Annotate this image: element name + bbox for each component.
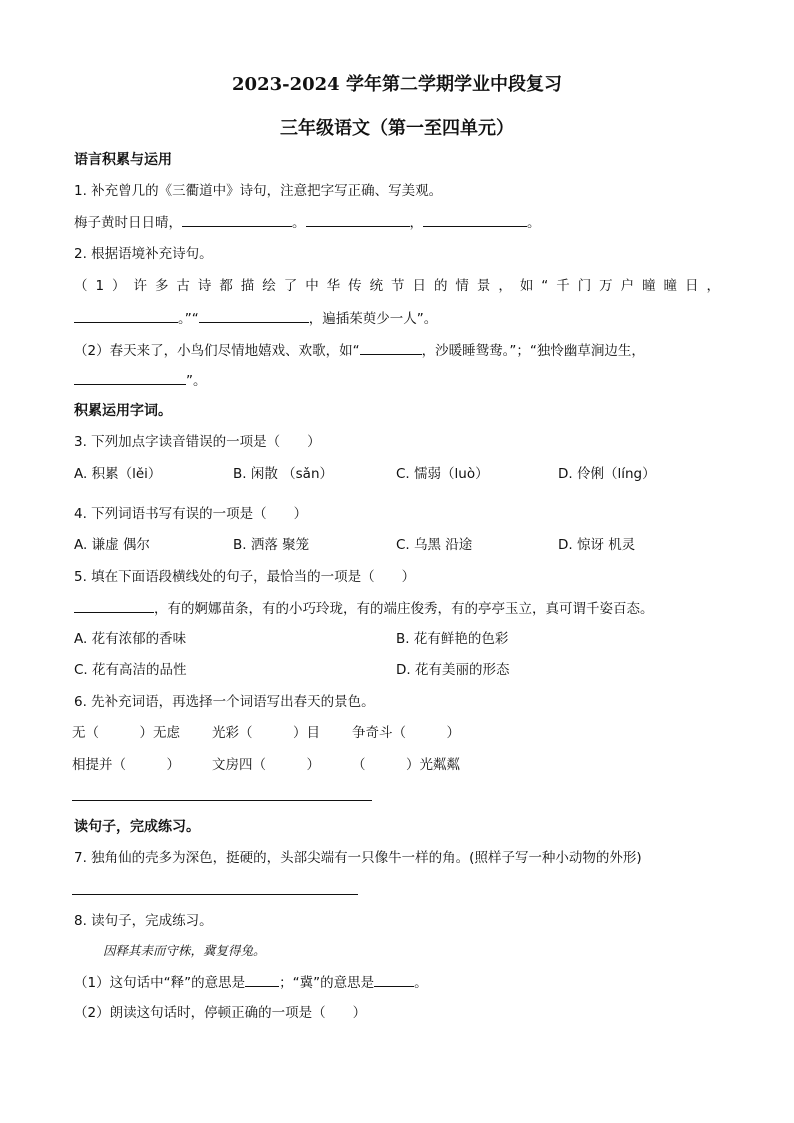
question-3-option-b[interactable]: B. 闲散 （sǎn）: [233, 466, 333, 482]
answer-writing-line[interactable]: [72, 800, 372, 801]
answer-blank[interactable]: [374, 972, 414, 987]
question-4-option-b[interactable]: B. 洒落 聚笼: [233, 537, 310, 553]
answer-blank[interactable]: [74, 370, 186, 385]
answer-blank[interactable]: [199, 308, 309, 323]
answer-blank[interactable]: [74, 598, 154, 613]
question-5-passage: [74, 598, 654, 619]
question-3-option-c[interactable]: C. 懦弱（luò）: [396, 466, 489, 482]
quote-text: （2）春天来了，小鸟们尽情地嬉戏、欢歌，如“: [74, 343, 360, 359]
quote-text: ”。: [186, 373, 207, 389]
section-heading-words: 积累运用字词。: [74, 403, 172, 419]
question-7: 7. 独角仙的壳多为深色，挺硬的，头部尖端有一只像牛一样的角。(照样子写一种小动物的外形): [74, 850, 642, 866]
question-2-1-fill-line: [74, 308, 437, 329]
question-2-2-fill-line: [74, 370, 207, 391]
question-text: （1）这句话中“释”的意思是: [74, 975, 246, 991]
question-4: 4. 下列词语书写有误的一项是（ ）: [74, 506, 308, 522]
quote-text: 。”“: [178, 311, 199, 327]
poem-line-start: 梅子黄时日日晴，: [74, 215, 182, 231]
question-text: ；“冀”的意思是: [279, 975, 375, 991]
question-2-2-text: [74, 340, 645, 361]
question-4-option-d[interactable]: D. 惊讶 机灵: [558, 537, 636, 553]
exam-subtitle: 三年级语文（第一至四单元）: [280, 118, 514, 139]
question-1: 1. 补充曾几的《三衢道中》诗句，注意把字写正确、写美观。: [74, 183, 443, 199]
question-4-option-c[interactable]: C. 乌黑 沿途: [396, 537, 473, 553]
question-2: 2. 根据语境补充诗句。: [74, 246, 213, 262]
section-heading-language: 语言积累与运用: [74, 152, 172, 168]
question-5-option-a[interactable]: A. 花有浓郁的香味: [74, 631, 187, 647]
section-heading-reading: 读句子，完成练习。: [74, 819, 200, 835]
idiom-fill-6[interactable]: （ ）光粼粼: [352, 757, 460, 773]
question-5-option-d[interactable]: D. 花有美丽的形态: [396, 662, 510, 678]
question-2-1-text: （1）许多古诗都描绘了中华传统节日的情景，如“千门万户曈曈日，: [74, 278, 720, 294]
quote-text: ，沙暖睡鸳鸯。”；“独怜幽草涧边生，: [421, 343, 645, 359]
question-6: 6. 先补充词语，再选择一个词语写出春天的景色。: [74, 694, 375, 710]
punctuation: ，: [409, 215, 423, 231]
answer-blank[interactable]: [74, 308, 178, 323]
classical-quote: 因释其耒而守株，冀复得兔。: [103, 943, 266, 958]
question-4-option-a[interactable]: A. 谦虚 偶尔: [74, 537, 150, 553]
quote-text: ，遍插茱萸少一人”。: [308, 311, 438, 327]
answer-blank[interactable]: [360, 340, 422, 355]
idiom-fill-1[interactable]: 无（ ）无虑: [72, 725, 180, 741]
question-3-option-a[interactable]: A. 积累（lěi）: [74, 466, 162, 482]
question-8-2: （2）朗读这句话时，停顿正确的一项是（ ）: [74, 1005, 367, 1021]
question-8-1: [74, 972, 428, 993]
punctuation: 。: [292, 215, 306, 231]
question-5-option-c[interactable]: C. 花有高洁的品性: [74, 662, 187, 678]
question-5: 5. 填在下面语段横线处的句子，最恰当的一项是（ ）: [74, 569, 416, 585]
answer-blank[interactable]: [182, 212, 292, 227]
question-8: 8. 读句子，完成练习。: [74, 913, 213, 929]
answer-writing-line[interactable]: [72, 894, 358, 895]
question-3-option-d[interactable]: D. 伶俐（líng）: [558, 466, 656, 482]
punctuation: 。: [527, 215, 541, 231]
exam-title: 2023-2024 学年第二学期学业中段复习: [232, 74, 562, 95]
idiom-fill-2[interactable]: 光彩（ ）目: [212, 725, 320, 741]
idiom-fill-4[interactable]: 相提并（ ）: [72, 757, 180, 773]
idiom-fill-3[interactable]: 争奇斗（ ）: [352, 725, 460, 741]
answer-blank[interactable]: [423, 212, 527, 227]
question-5-option-b[interactable]: B. 花有鲜艳的色彩: [396, 631, 509, 647]
answer-blank[interactable]: [306, 212, 410, 227]
answer-blank[interactable]: [245, 972, 279, 987]
question-1-fill-line: [74, 212, 541, 233]
question-3: 3. 下列加点字读音错误的一项是（ ）: [74, 434, 321, 450]
passage-text: ，有的婀娜苗条，有的小巧玲珑，有的端庄俊秀，有的亭亭玉立，真可谓千姿百态。: [154, 601, 654, 617]
idiom-fill-5[interactable]: 文房四（ ）: [212, 757, 320, 773]
punctuation: 。: [414, 975, 428, 991]
